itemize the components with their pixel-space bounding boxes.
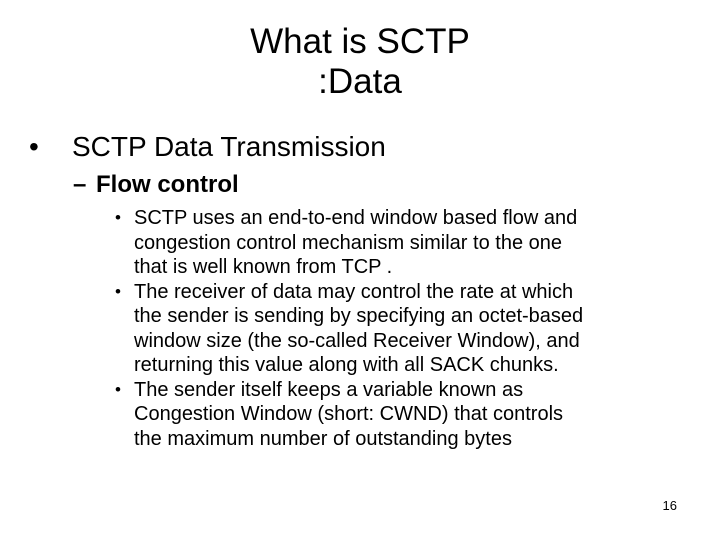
text-line: window size (the so-called Receiver Window), and bbox=[134, 329, 580, 352]
text-line: the sender is sending by specifying an octet-based bbox=[134, 305, 584, 327]
level2-text: Flow control bbox=[96, 171, 239, 198]
bullet-icon: • bbox=[115, 208, 121, 227]
title-line-1: What is SCTP bbox=[250, 22, 470, 61]
bullet-icon: • bbox=[29, 131, 39, 162]
title-line-2: :Data bbox=[318, 62, 402, 101]
text-line: The sender itself keeps a variable known as bbox=[134, 378, 524, 401]
text-line: the maximum number of outstanding bytes bbox=[134, 427, 512, 450]
level2-dash-item bbox=[73, 170, 239, 200]
text-line: that is well known from TCP . bbox=[134, 256, 393, 278]
level3-bullet-list bbox=[115, 206, 705, 451]
level1-bullet-item bbox=[28, 130, 386, 164]
page-number: 16 bbox=[662, 498, 677, 513]
level1-text: SCTP Data Transmission bbox=[72, 131, 386, 162]
slide-title bbox=[0, 22, 720, 102]
level3-bullet-item bbox=[115, 280, 705, 378]
text-line: SCTP uses an end-to-end window based flow and bbox=[134, 207, 578, 229]
bullet-icon: • bbox=[115, 281, 121, 301]
text-line: congestion control mechanism similar to the one bbox=[134, 231, 562, 254]
level3-bullet-item bbox=[115, 206, 705, 280]
level3-bullet-item bbox=[115, 378, 705, 452]
text-line: Congestion Window (short: CWND) that controls bbox=[134, 403, 564, 425]
dash-icon: – bbox=[73, 171, 87, 198]
bullet-icon: • bbox=[115, 379, 121, 399]
text-line: returning this value along with all SACK chunks. bbox=[134, 354, 559, 376]
text-line: The receiver of data may control the rate at which bbox=[134, 280, 574, 303]
